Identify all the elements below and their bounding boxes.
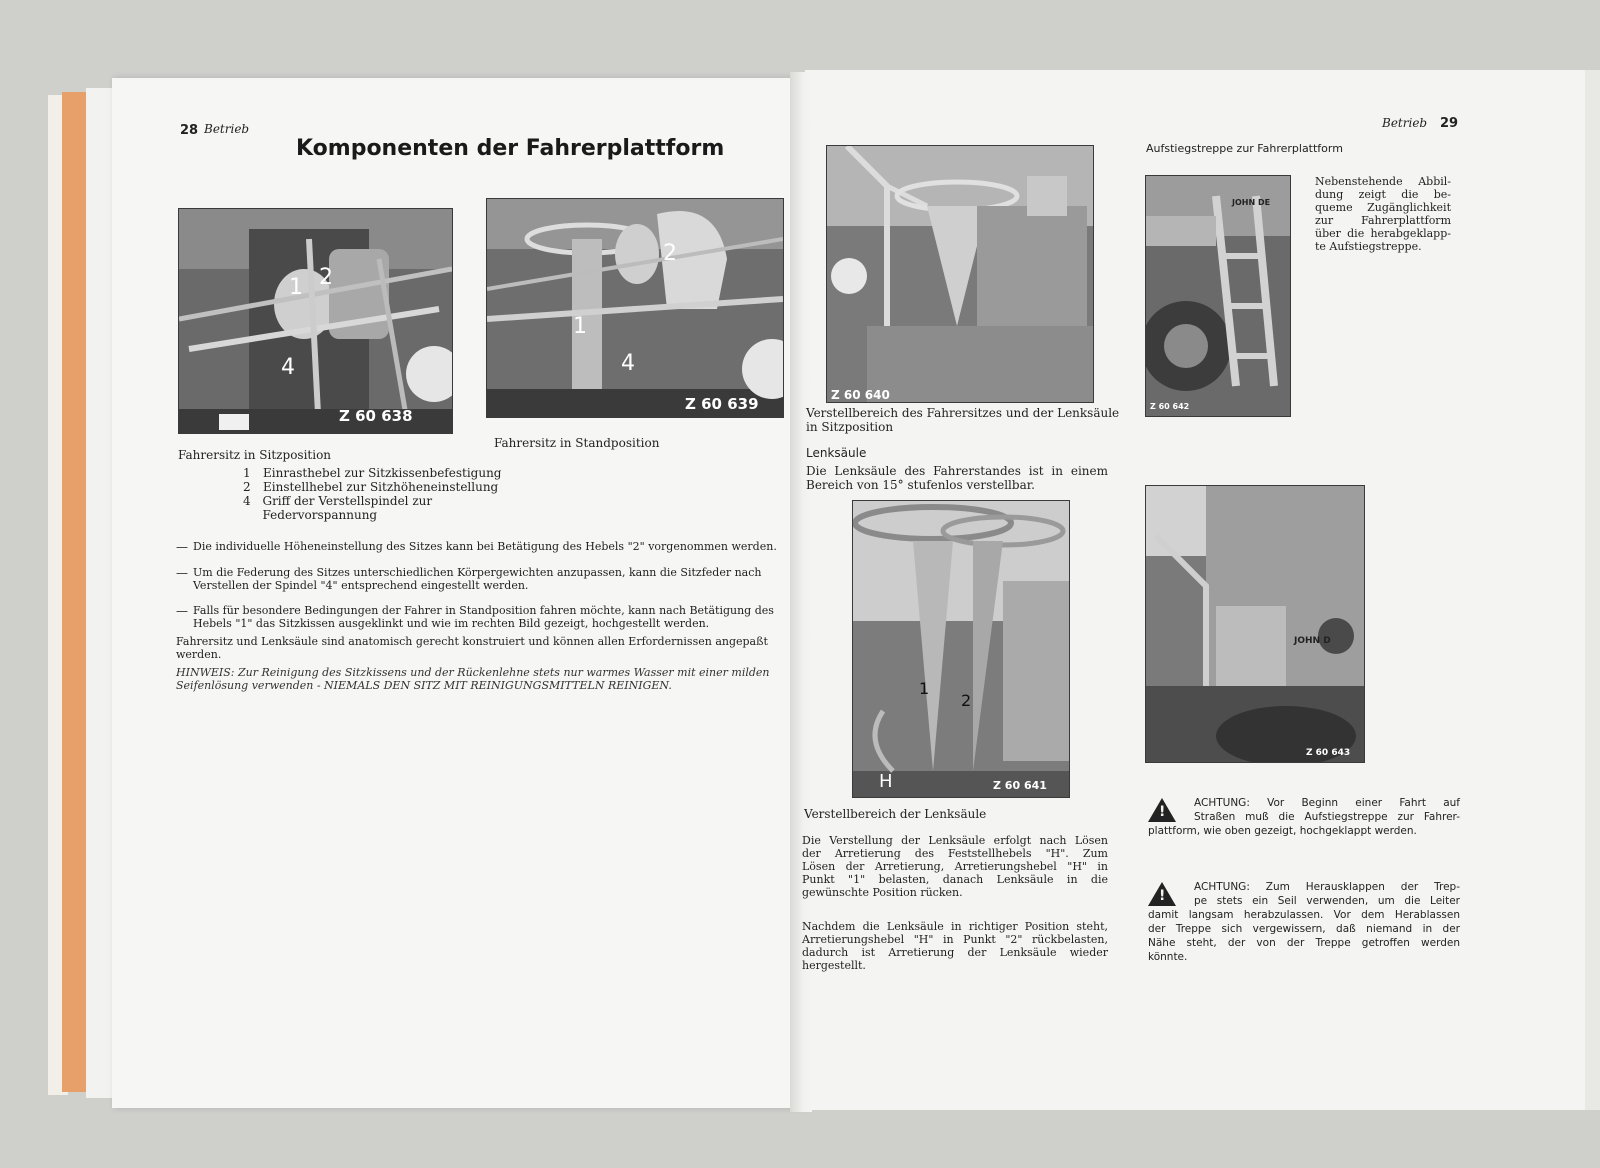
text-line: gewünschte Position rücken. (802, 886, 963, 899)
text-line: Arretierungshebel "H" in Punkt "2" rückbelasten, (802, 933, 1108, 946)
bullet-spring-l2: Verstellen der Spindel "4" entsprechend eingestellt werden. (193, 579, 529, 592)
right-page-edge (1585, 70, 1600, 1110)
caption-steering-range: Verstellbereich der Lenksäule (804, 807, 987, 821)
photo4-label-1: 1 (919, 679, 930, 698)
caption-seat-standing: Fahrersitz in Standposition (494, 436, 660, 450)
caption-seat-adjust-l1: Verstellbereich des Fahrersitzes und der Lenksäule (806, 406, 1120, 420)
heading-access-stairs: Aufstiegstreppe zur Fahrerplattform (1146, 142, 1343, 155)
text-line: der Treppe sich vergewissern, daß niemand in der (1148, 923, 1460, 935)
text-line: Nebenstehende Abbil- (1315, 175, 1451, 188)
photo6-brand-text: JOHN D (1294, 636, 1331, 646)
text-line: Nähe steht, der von der Treppe getroffen werden (1148, 937, 1460, 949)
legend-text: Griff der Verstellspindel zur Federvorspannung (262, 494, 433, 522)
warning-stairs-unfold (1148, 880, 1460, 964)
text-line: ACHTUNG: Zum Herausklappen der Trep- (1194, 881, 1460, 893)
text-line: damit langsam herabzulassen. Vor dem Herablassen (1148, 909, 1460, 921)
text-line: te Aufstiegstreppe. (1315, 240, 1422, 253)
text-line: Lösen der Arretierung, Arretierungshebel "H" in (802, 860, 1108, 873)
bullet-dash: — (176, 540, 188, 554)
bullet-dash: — (176, 566, 188, 580)
legend-num: 4 (243, 494, 251, 508)
photo-access-stairs (1145, 175, 1291, 417)
photo2-label-2: 2 (663, 241, 677, 266)
hinweis-l1: HINWEIS: Zur Reinigung des Sitzkissens und der Rückenlehne stets nur warmes Wasser mit einer milden (176, 666, 770, 679)
bullet-height-adjust: Die individuelle Höheneinstellung des Sitzes kann bei Betätigung des Hebels "2" vorgenommen werden. (193, 540, 777, 553)
caption-seat-adjust-l2: in Sitzposition (806, 420, 894, 434)
text-line: über die herabgeklapp- (1315, 227, 1451, 240)
photo4-label-H: H (879, 771, 893, 792)
hinweis-l2: Seifenlösung verwenden - NIEMALS DEN SITZ MIT REINIGUNGSMITTELN REINIGEN. (176, 679, 672, 692)
para-anatomic-l1: Fahrersitz und Lenksäule sind anatomisch gerecht konstruiert und können allen Erfordernissen angepaßt (176, 635, 768, 648)
legend-text: Einstellhebel zur Sitzhöheneinstellung (263, 480, 499, 494)
legend-num: 2 (243, 480, 251, 494)
steering-para2 (802, 920, 1108, 972)
warning-icon: ! (1148, 798, 1176, 822)
text-line: Straßen muß die Aufstiegstreppe zur Fahrer- (1194, 811, 1460, 823)
access-stairs-text (1315, 175, 1451, 253)
photo1-label-4: 4 (281, 355, 295, 380)
text-line: dung zeigt die be- (1315, 188, 1451, 201)
warning-stairs-fold-up (1148, 796, 1460, 838)
text-line: queme Zugänglichkeit (1315, 201, 1451, 214)
photo-seat-sitting (178, 208, 453, 434)
photo6-code: Z 60 643 (1306, 748, 1351, 758)
photo-steering-range (852, 500, 1070, 798)
photo5-brand-text: JOHN DE (1232, 198, 1271, 207)
photo2-code: Z 60 639 (685, 395, 759, 413)
text-line: plattform, wie oben gezeigt, hochgeklappt werden. (1148, 825, 1417, 837)
photo5-code: Z 60 642 (1150, 402, 1190, 411)
caption-seat-sitting: Fahrersitz in Sitzposition (178, 448, 332, 462)
text-line: Die Verstellung der Lenksäule erfolgt nach Lösen (802, 834, 1108, 847)
steering-text-l2: Bereich von 15° stufenlos verstellbar. (806, 478, 1035, 492)
page-number-right: 29 (1440, 116, 1459, 131)
legend-item (243, 494, 543, 522)
photo2-label-4: 4 (621, 351, 635, 376)
heading-steering-column: Lenksäule (806, 446, 867, 460)
steering-text-l1: Die Lenksäule des Fahrerstandes ist in einem (806, 464, 1108, 478)
book-spine-edge (62, 92, 88, 1092)
section-label-right: Betrieb (1382, 116, 1428, 130)
text-line: ACHTUNG: Vor Beginn einer Fahrt auf (1194, 797, 1460, 809)
text-line: pe stets ein Seil verwenden, um die Leiter (1194, 895, 1460, 907)
photo-seat-adjust-range (826, 145, 1094, 403)
photo1-code: Z 60 638 (339, 407, 413, 425)
text-line: hergestellt. (802, 959, 866, 972)
legend-item (243, 466, 543, 480)
legend-item (243, 480, 543, 494)
text-line: dadurch ist Arretierung der Lenksäule wieder (802, 946, 1108, 959)
steering-para1 (802, 834, 1108, 899)
warning-icon: ! (1148, 882, 1176, 906)
bullet-dash: — (176, 604, 188, 618)
photo3-code: Z 60 640 (831, 388, 890, 402)
bullet-standing-l2: Hebels "1" das Sitzkissen ausgeklinkt und wie im rechten Bild gezeigt, hochgestellt werden. (193, 617, 710, 630)
photo2-label-1: 1 (573, 314, 587, 339)
page-number-left: 28 (180, 123, 199, 138)
text-line: der Arretierung des Feststellhebels "H". Zum (802, 847, 1108, 860)
photo-stairs-folded (1145, 485, 1365, 763)
photo4-label-2: 2 (961, 691, 972, 710)
para-anatomic-l2: werden. (176, 648, 222, 661)
legend-list (243, 466, 543, 522)
section-label-left: Betrieb (204, 122, 250, 136)
text-line: Nachdem die Lenksäule in richtiger Position steht, (802, 920, 1108, 933)
photo4-code: Z 60 641 (993, 779, 1047, 792)
bullet-standing-l1: Falls für besondere Bedingungen der Fahrer in Standposition fahren möchte, kann nach Betätigung des (193, 604, 774, 617)
legend-text: Einrasthebel zur Sitzkissenbefestigung (263, 466, 502, 480)
page-title: Komponenten der Fahrerplattform (296, 136, 725, 161)
text-line: zur Fahrerplattform (1315, 214, 1451, 227)
text-line: könnte. (1148, 951, 1188, 963)
bullet-spring-l1: Um die Federung des Sitzes unterschiedlichen Körpergewichten anzupassen, kann die Sitzfeder nach (193, 566, 762, 579)
photo1-label-1: 1 (289, 275, 303, 300)
photo-seat-standing (486, 198, 784, 418)
text-line: Punkt "1" belasten, danach Lenksäule in die (802, 873, 1108, 886)
photo1-label-2: 2 (319, 265, 333, 290)
legend-num: 1 (243, 466, 251, 480)
